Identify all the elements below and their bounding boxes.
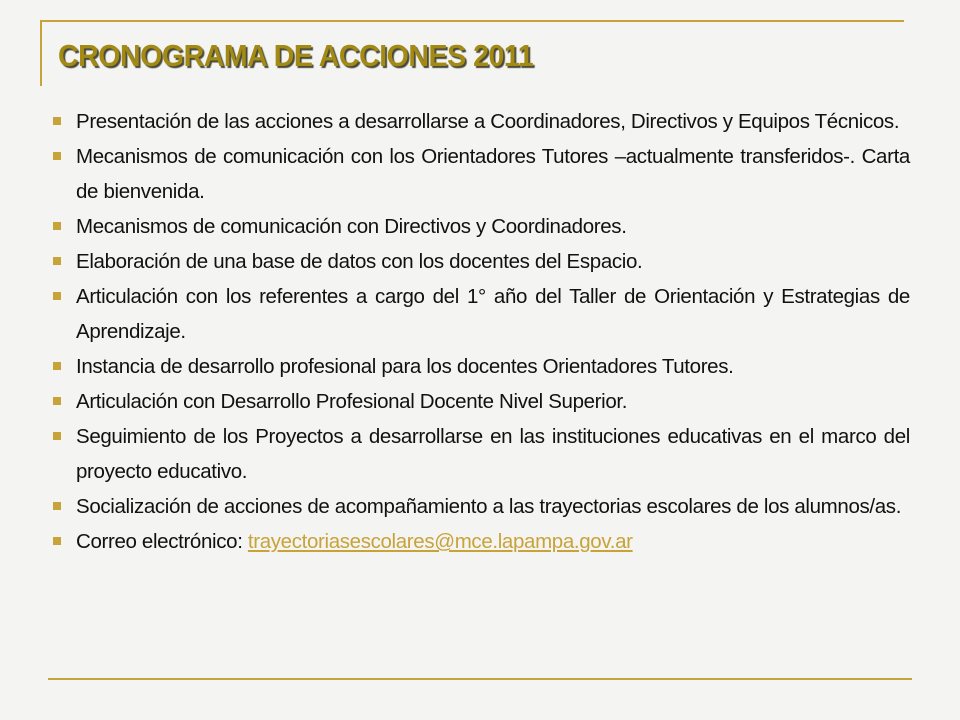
bottom-divider-line (48, 678, 912, 680)
bullet-text: Instancia de desarrollo profesional para los docentes Orientadores Tutores. (76, 355, 734, 378)
bullet-list (48, 104, 910, 559)
bullet-text: Socialización de acciones de acompañamiento a las trayectorias escolares de los alumnos/as. (76, 495, 902, 518)
bullet-item (48, 209, 910, 244)
square-bullet-icon (53, 502, 61, 510)
email-link[interactable]: trayectoriasescolares@mce.lapampa.gov.ar (247, 530, 633, 553)
bullet-item (48, 349, 910, 384)
square-bullet-icon (53, 432, 61, 440)
title-left-rule (40, 20, 42, 86)
email-label: Correo electrónico: (76, 530, 248, 553)
bullet-item (48, 244, 910, 279)
square-bullet-icon (53, 537, 61, 545)
bullet-text: Mecanismos de comunicación con Directivos y Coordinadores. (76, 215, 627, 238)
bullet-text: Mecanismos de comunicación con los Orientadores Tutores –actualmente transferidos-. Carta de bienvenida. (76, 145, 910, 203)
bullet-item (48, 104, 910, 139)
bullet-item (48, 419, 910, 489)
bullet-text: Elaboración de una base de datos con los docentes del Espacio. (76, 250, 643, 273)
bullet-item (48, 384, 910, 419)
bullet-item (48, 139, 910, 209)
bullet-item (48, 279, 910, 349)
bullet-text: Presentación de las acciones a desarrollarse a Coordinadores, Directivos y Equipos Técnicos. (76, 110, 900, 133)
square-bullet-icon (53, 257, 61, 265)
bullet-item-email (48, 524, 910, 559)
bullet-text: Seguimiento de los Proyectos a desarrollarse en las instituciones educativas en el marco del proyecto educativo. (76, 425, 910, 483)
top-divider-line (40, 20, 904, 22)
square-bullet-icon (53, 152, 61, 160)
slide-title: CRONOGRAMA DE ACCIONES 2011 (58, 38, 534, 73)
square-bullet-icon (53, 362, 61, 370)
bullet-text: Articulación con Desarrollo Profesional Docente Nivel Superior. (76, 390, 628, 413)
square-bullet-icon (53, 292, 61, 300)
square-bullet-icon (53, 117, 61, 125)
square-bullet-icon (53, 397, 61, 405)
square-bullet-icon (53, 222, 61, 230)
bullet-text: Articulación con los referentes a cargo del 1° año del Taller de Orientación y Estrategias de Aprendizaje. (76, 285, 910, 343)
bullet-item (48, 489, 910, 524)
